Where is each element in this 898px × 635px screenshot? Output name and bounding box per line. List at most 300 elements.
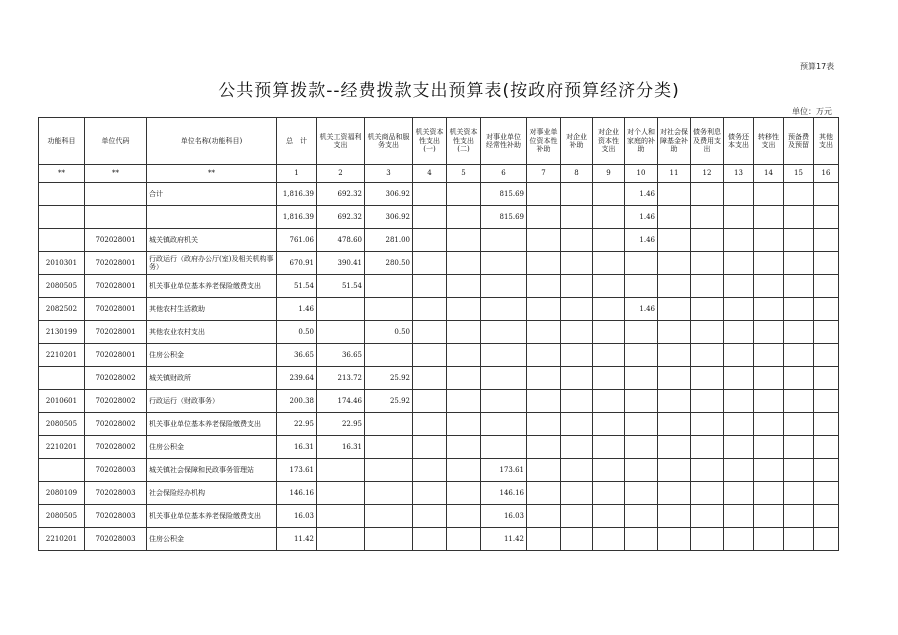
empty-cell	[447, 321, 481, 344]
table-row	[39, 482, 839, 505]
empty-cell	[754, 459, 784, 482]
func-code-cell: 2010301	[39, 252, 85, 275]
goods-services-cell	[365, 275, 413, 298]
empty-cell	[691, 367, 724, 390]
empty-cell	[691, 459, 724, 482]
empty-cell	[658, 206, 691, 229]
household-subsidy-cell	[625, 528, 658, 551]
unit-name-cell: 机关事业单位基本养老保险缴费支出	[147, 275, 277, 298]
empty-cell	[593, 528, 625, 551]
empty-cell	[724, 275, 754, 298]
table-row	[39, 275, 839, 298]
header-cell: 功能科目	[39, 118, 85, 165]
empty-cell	[724, 252, 754, 275]
empty-cell	[691, 321, 724, 344]
index-cell: 15	[784, 165, 814, 183]
empty-cell	[754, 482, 784, 505]
total-cell: 22.95	[277, 413, 317, 436]
header-cell: 对社会保障基金补助	[658, 118, 691, 165]
empty-cell	[784, 436, 814, 459]
empty-cell	[447, 275, 481, 298]
empty-cell	[724, 321, 754, 344]
empty-cell	[447, 298, 481, 321]
institution-subsidy-cell	[481, 321, 527, 344]
table-row	[39, 505, 839, 528]
empty-cell	[413, 528, 447, 551]
household-subsidy-cell	[625, 367, 658, 390]
empty-cell	[724, 390, 754, 413]
func-code-cell: 2010601	[39, 390, 85, 413]
empty-cell	[784, 298, 814, 321]
salary-cell: 692.32	[317, 206, 365, 229]
empty-cell	[814, 298, 839, 321]
table-row	[39, 344, 839, 367]
unit-code-cell: 702028001	[85, 321, 147, 344]
empty-cell	[561, 252, 593, 275]
table-row	[39, 390, 839, 413]
unit-name-cell: 机关事业单位基本养老保险缴费支出	[147, 505, 277, 528]
unit-code-cell: 702028002	[85, 436, 147, 459]
empty-cell	[724, 482, 754, 505]
header-cell: 对企业补助	[561, 118, 593, 165]
goods-services-cell	[365, 528, 413, 551]
total-cell: 239.64	[277, 367, 317, 390]
empty-cell	[754, 206, 784, 229]
empty-cell	[413, 413, 447, 436]
table-row	[39, 206, 839, 229]
header-cell: 对个人和家庭的补助	[625, 118, 658, 165]
goods-services-cell	[365, 482, 413, 505]
func-code-cell: 2080505	[39, 413, 85, 436]
empty-cell	[447, 206, 481, 229]
empty-cell	[814, 482, 839, 505]
budget-table	[38, 117, 839, 551]
index-cell: 12	[691, 165, 724, 183]
table-row	[39, 183, 839, 206]
empty-cell	[754, 229, 784, 252]
empty-cell	[413, 459, 447, 482]
empty-cell	[814, 252, 839, 275]
goods-services-cell: 25.92	[365, 367, 413, 390]
empty-cell	[413, 275, 447, 298]
empty-cell	[691, 275, 724, 298]
empty-cell	[413, 206, 447, 229]
empty-cell	[754, 390, 784, 413]
empty-cell	[413, 482, 447, 505]
index-cell: 10	[625, 165, 658, 183]
empty-cell	[754, 528, 784, 551]
household-subsidy-cell	[625, 275, 658, 298]
empty-cell	[561, 183, 593, 206]
household-subsidy-cell: 1.46	[625, 206, 658, 229]
household-subsidy-cell	[625, 390, 658, 413]
index-cell: 14	[754, 165, 784, 183]
empty-cell	[593, 183, 625, 206]
form-id: 预算17表	[800, 62, 835, 71]
func-code-cell: 2210201	[39, 344, 85, 367]
unit-code-cell: 702028001	[85, 275, 147, 298]
header-cell: 单位名称(功能科目)	[147, 118, 277, 165]
empty-cell	[754, 344, 784, 367]
empty-cell	[691, 252, 724, 275]
empty-cell	[784, 275, 814, 298]
unit-code-cell	[85, 183, 147, 206]
index-cell: **	[85, 165, 147, 183]
household-subsidy-cell: 1.46	[625, 298, 658, 321]
empty-cell	[527, 183, 561, 206]
empty-cell	[754, 505, 784, 528]
empty-cell	[561, 459, 593, 482]
empty-cell	[691, 436, 724, 459]
unit-name-cell: 行政运行（政府办公厅(室)及相关机构事务）	[147, 252, 277, 275]
unit-name-cell: 机关事业单位基本养老保险缴费支出	[147, 413, 277, 436]
empty-cell	[784, 183, 814, 206]
empty-cell	[527, 482, 561, 505]
total-cell: 200.38	[277, 390, 317, 413]
empty-cell	[814, 505, 839, 528]
empty-cell	[691, 482, 724, 505]
empty-cell	[413, 321, 447, 344]
index-cell: 6	[481, 165, 527, 183]
empty-cell	[447, 252, 481, 275]
empty-cell	[658, 298, 691, 321]
empty-cell	[784, 344, 814, 367]
unit-name-cell: 住房公积金	[147, 436, 277, 459]
institution-subsidy-cell: 16.03	[481, 505, 527, 528]
empty-cell	[754, 367, 784, 390]
household-subsidy-cell: 1.46	[625, 229, 658, 252]
institution-subsidy-cell: 146.16	[481, 482, 527, 505]
empty-cell	[658, 528, 691, 551]
empty-cell	[691, 206, 724, 229]
empty-cell	[447, 413, 481, 436]
table-row	[39, 528, 839, 551]
func-code-cell	[39, 206, 85, 229]
empty-cell	[814, 413, 839, 436]
empty-cell	[447, 367, 481, 390]
unit-code-cell	[85, 206, 147, 229]
header-cell: 其他支出	[814, 118, 839, 165]
empty-cell	[593, 390, 625, 413]
unit-code-cell: 702028002	[85, 390, 147, 413]
institution-subsidy-cell	[481, 344, 527, 367]
unit-name-cell: 城关镇政府机关	[147, 229, 277, 252]
empty-cell	[527, 505, 561, 528]
empty-cell	[691, 390, 724, 413]
empty-cell	[447, 436, 481, 459]
empty-cell	[561, 229, 593, 252]
table-row	[39, 367, 839, 390]
func-code-cell: 2210201	[39, 528, 85, 551]
header-cell: 转移性支出	[754, 118, 784, 165]
total-cell: 146.16	[277, 482, 317, 505]
func-code-cell: 2210201	[39, 436, 85, 459]
unit-name-cell: 合计	[147, 183, 277, 206]
empty-cell	[724, 183, 754, 206]
header-cell: 对企业资本性支出	[593, 118, 625, 165]
unit-code-cell: 702028003	[85, 505, 147, 528]
unit-code-cell: 702028002	[85, 367, 147, 390]
institution-subsidy-cell	[481, 275, 527, 298]
index-cell: **	[147, 165, 277, 183]
empty-cell	[724, 229, 754, 252]
empty-cell	[754, 436, 784, 459]
page-title: 公共预算拨款--经费拨款支出预算表(按政府预算经济分类)	[218, 81, 680, 101]
index-row	[39, 165, 839, 183]
func-code-cell: 2080505	[39, 505, 85, 528]
goods-services-cell	[365, 298, 413, 321]
unit-name-cell: 行政运行（财政事务）	[147, 390, 277, 413]
header-cell: 债务利息及费用支出	[691, 118, 724, 165]
empty-cell	[691, 413, 724, 436]
header-cell: 机关商品和服务支出	[365, 118, 413, 165]
empty-cell	[447, 344, 481, 367]
total-cell: 1,816.39	[277, 183, 317, 206]
salary-cell	[317, 528, 365, 551]
empty-cell	[658, 183, 691, 206]
goods-services-cell: 281.00	[365, 229, 413, 252]
func-code-cell	[39, 459, 85, 482]
empty-cell	[814, 367, 839, 390]
unit-name-cell: 其他农业农村支出	[147, 321, 277, 344]
empty-cell	[658, 505, 691, 528]
empty-cell	[527, 275, 561, 298]
salary-cell: 36.65	[317, 344, 365, 367]
unit-label: 单位：万元	[792, 107, 832, 116]
index-cell: 3	[365, 165, 413, 183]
index-cell: 7	[527, 165, 561, 183]
unit-name-cell: 住房公积金	[147, 344, 277, 367]
empty-cell	[784, 367, 814, 390]
empty-cell	[447, 459, 481, 482]
goods-services-cell	[365, 436, 413, 459]
empty-cell	[691, 183, 724, 206]
empty-cell	[561, 413, 593, 436]
salary-cell: 51.54	[317, 275, 365, 298]
empty-cell	[527, 390, 561, 413]
empty-cell	[561, 298, 593, 321]
empty-cell	[784, 390, 814, 413]
empty-cell	[413, 183, 447, 206]
table-row	[39, 413, 839, 436]
salary-cell	[317, 321, 365, 344]
empty-cell	[814, 436, 839, 459]
goods-services-cell	[365, 413, 413, 436]
salary-cell	[317, 298, 365, 321]
index-cell: 2	[317, 165, 365, 183]
index-cell: 11	[658, 165, 691, 183]
empty-cell	[691, 298, 724, 321]
empty-cell	[413, 298, 447, 321]
empty-cell	[561, 528, 593, 551]
empty-cell	[784, 229, 814, 252]
empty-cell	[593, 229, 625, 252]
empty-cell	[724, 206, 754, 229]
unit-code-cell: 702028003	[85, 482, 147, 505]
empty-cell	[724, 298, 754, 321]
goods-services-cell	[365, 459, 413, 482]
empty-cell	[593, 413, 625, 436]
empty-cell	[784, 459, 814, 482]
empty-cell	[658, 413, 691, 436]
empty-cell	[413, 367, 447, 390]
empty-cell	[593, 206, 625, 229]
empty-cell	[413, 252, 447, 275]
total-cell: 16.31	[277, 436, 317, 459]
index-cell: 8	[561, 165, 593, 183]
empty-cell	[814, 459, 839, 482]
goods-services-cell	[365, 344, 413, 367]
empty-cell	[724, 459, 754, 482]
empty-cell	[658, 344, 691, 367]
header-cell: 机关工资福利支出	[317, 118, 365, 165]
func-code-cell: 2080109	[39, 482, 85, 505]
total-cell: 1.46	[277, 298, 317, 321]
unit-name-cell: 社会保险经办机构	[147, 482, 277, 505]
institution-subsidy-cell: 11.42	[481, 528, 527, 551]
total-cell: 761.06	[277, 229, 317, 252]
household-subsidy-cell: 1.46	[625, 183, 658, 206]
institution-subsidy-cell: 173.61	[481, 459, 527, 482]
salary-cell	[317, 505, 365, 528]
empty-cell	[527, 298, 561, 321]
empty-cell	[527, 436, 561, 459]
index-cell: 5	[447, 165, 481, 183]
empty-cell	[447, 482, 481, 505]
empty-cell	[724, 505, 754, 528]
household-subsidy-cell	[625, 321, 658, 344]
salary-cell: 692.32	[317, 183, 365, 206]
empty-cell	[754, 252, 784, 275]
empty-cell	[691, 344, 724, 367]
empty-cell	[527, 252, 561, 275]
unit-code-cell: 702028002	[85, 413, 147, 436]
household-subsidy-cell	[625, 482, 658, 505]
empty-cell	[561, 344, 593, 367]
empty-cell	[527, 229, 561, 252]
empty-cell	[593, 252, 625, 275]
table-row	[39, 298, 839, 321]
empty-cell	[561, 505, 593, 528]
empty-cell	[447, 229, 481, 252]
goods-services-cell: 306.92	[365, 206, 413, 229]
empty-cell	[814, 390, 839, 413]
empty-cell	[814, 183, 839, 206]
empty-cell	[593, 298, 625, 321]
func-code-cell: 2130199	[39, 321, 85, 344]
empty-cell	[814, 275, 839, 298]
empty-cell	[593, 321, 625, 344]
total-cell: 51.54	[277, 275, 317, 298]
institution-subsidy-cell	[481, 367, 527, 390]
func-code-cell	[39, 229, 85, 252]
unit-name-cell: 城关镇社会保障和民政事务管理站	[147, 459, 277, 482]
empty-cell	[784, 528, 814, 551]
empty-cell	[447, 183, 481, 206]
empty-cell	[658, 482, 691, 505]
empty-cell	[784, 505, 814, 528]
empty-cell	[814, 321, 839, 344]
empty-cell	[413, 505, 447, 528]
total-cell: 11.42	[277, 528, 317, 551]
empty-cell	[527, 528, 561, 551]
func-code-cell: 2082502	[39, 298, 85, 321]
header-cell: 机关资本性支出(一)	[413, 118, 447, 165]
empty-cell	[561, 482, 593, 505]
empty-cell	[593, 459, 625, 482]
header-cell: 对事业单位资本性补助	[527, 118, 561, 165]
index-cell: 9	[593, 165, 625, 183]
total-cell: 670.91	[277, 252, 317, 275]
total-cell: 1,816.39	[277, 206, 317, 229]
unit-code-cell: 702028001	[85, 344, 147, 367]
empty-cell	[593, 436, 625, 459]
institution-subsidy-cell	[481, 229, 527, 252]
empty-cell	[413, 390, 447, 413]
empty-cell	[527, 413, 561, 436]
salary-cell: 213.72	[317, 367, 365, 390]
empty-cell	[724, 413, 754, 436]
empty-cell	[784, 252, 814, 275]
empty-cell	[561, 367, 593, 390]
goods-services-cell: 306.92	[365, 183, 413, 206]
salary-cell	[317, 459, 365, 482]
institution-subsidy-cell	[481, 436, 527, 459]
empty-cell	[784, 482, 814, 505]
unit-name-cell: 其他农村生活救助	[147, 298, 277, 321]
empty-cell	[658, 252, 691, 275]
empty-cell	[413, 229, 447, 252]
empty-cell	[561, 390, 593, 413]
goods-services-cell	[365, 505, 413, 528]
household-subsidy-cell	[625, 459, 658, 482]
empty-cell	[724, 344, 754, 367]
index-cell: 13	[724, 165, 754, 183]
unit-code-cell: 702028001	[85, 229, 147, 252]
unit-code-cell: 702028001	[85, 298, 147, 321]
institution-subsidy-cell: 815.69	[481, 206, 527, 229]
empty-cell	[691, 229, 724, 252]
household-subsidy-cell	[625, 436, 658, 459]
empty-cell	[527, 321, 561, 344]
total-cell: 16.03	[277, 505, 317, 528]
empty-cell	[691, 528, 724, 551]
household-subsidy-cell	[625, 252, 658, 275]
household-subsidy-cell	[625, 505, 658, 528]
empty-cell	[593, 505, 625, 528]
empty-cell	[561, 206, 593, 229]
empty-cell	[658, 229, 691, 252]
func-code-cell	[39, 367, 85, 390]
empty-cell	[658, 321, 691, 344]
household-subsidy-cell	[625, 413, 658, 436]
empty-cell	[658, 459, 691, 482]
header-cell: 单位代码	[85, 118, 147, 165]
empty-cell	[658, 390, 691, 413]
unit-name-cell	[147, 206, 277, 229]
empty-cell	[784, 206, 814, 229]
table-row	[39, 321, 839, 344]
index-cell: **	[39, 165, 85, 183]
empty-cell	[814, 528, 839, 551]
empty-cell	[658, 275, 691, 298]
table-row	[39, 459, 839, 482]
empty-cell	[447, 505, 481, 528]
institution-subsidy-cell	[481, 413, 527, 436]
institution-subsidy-cell	[481, 298, 527, 321]
salary-cell: 16.31	[317, 436, 365, 459]
unit-code-cell: 702028001	[85, 252, 147, 275]
